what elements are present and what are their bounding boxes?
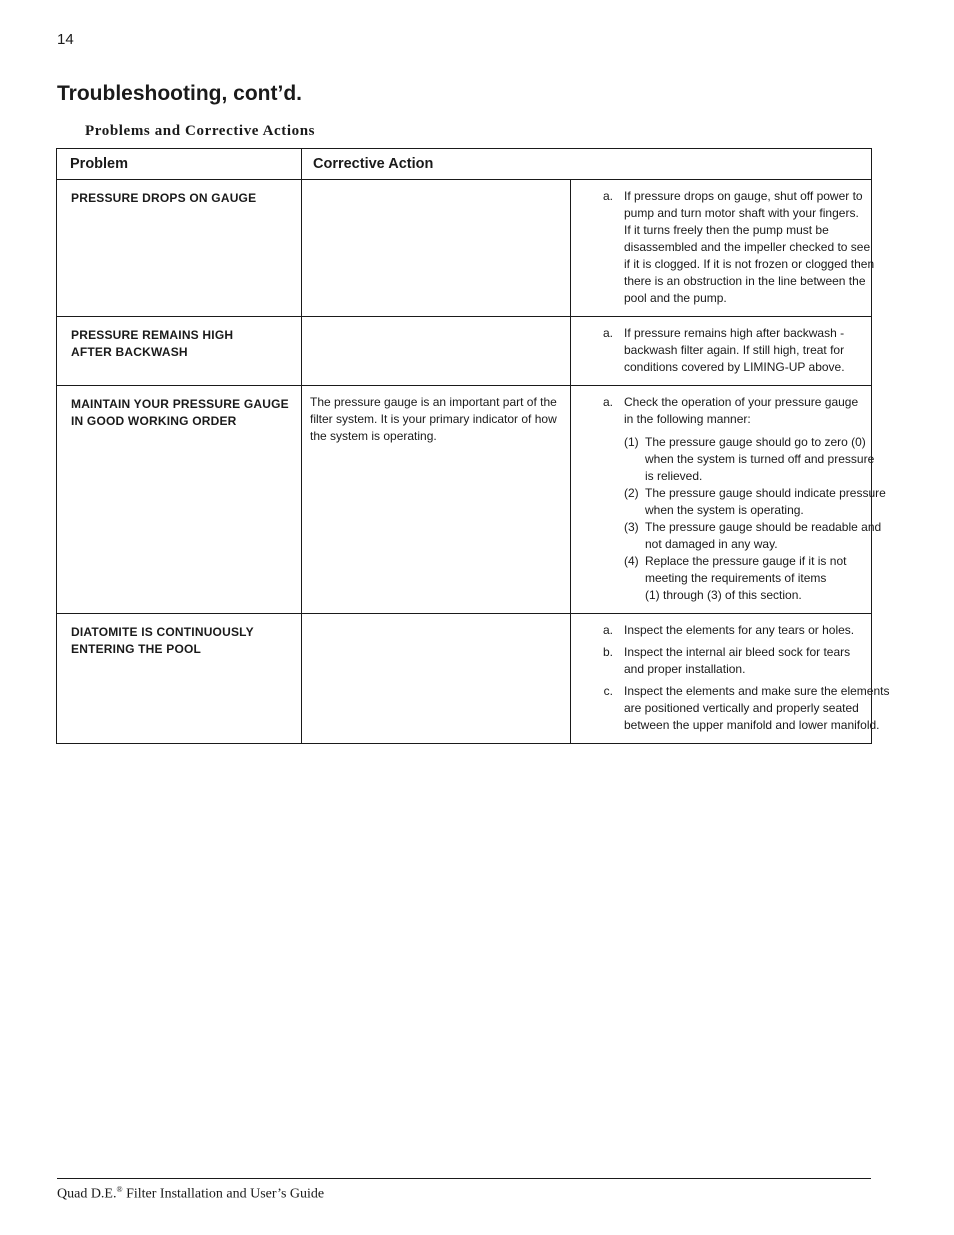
action-marker: c. <box>603 684 613 698</box>
subitem-text-line: Replace the pressure gauge if it is not <box>645 554 847 568</box>
subitem-text-line: is relieved. <box>645 469 703 483</box>
footer-title <box>57 1185 324 1203</box>
footer-text-rest: Filter Installation and User’s Guide <box>122 1186 325 1202</box>
subitem-text-line: meeting the requirements of items <box>645 571 827 585</box>
action-text-line: Inspect the elements and make sure the elements <box>624 684 890 698</box>
description-text: the system is operating. <box>310 429 437 443</box>
problem-text: AFTER BACKWASH <box>71 345 188 359</box>
action-item <box>571 683 890 734</box>
subitem-text <box>645 519 886 553</box>
action-text-line: are positioned vertically and properly seated <box>624 701 859 715</box>
section-subtitle: Problems and Corrective Actions <box>85 123 316 139</box>
action-marker: a. <box>602 395 613 409</box>
action-subitem <box>624 434 886 485</box>
action-text-line: pump and turn motor shaft with your fingers. <box>624 206 859 220</box>
table-row <box>57 180 872 317</box>
action-text-line: If pressure drops on gauge, shut off power to <box>624 189 863 203</box>
action-subitem <box>624 553 886 604</box>
action-text <box>624 394 886 604</box>
subitem-text <box>645 485 886 519</box>
problem-text: ENTERING THE POOL <box>71 642 202 656</box>
action-marker: a. <box>602 189 613 203</box>
problem-cell <box>57 317 302 386</box>
footer-text-main: Quad D.E. <box>57 1186 117 1202</box>
action-subitem <box>624 485 886 519</box>
problem-text: DIATOMITE IS CONTINUOUSLY <box>71 625 254 639</box>
action-text-line: pool and the pump. <box>624 291 727 305</box>
table-row <box>57 614 872 744</box>
corrective-action-column-header: Corrective Action <box>302 149 872 180</box>
action-item <box>571 325 865 376</box>
problem-cell <box>57 386 302 614</box>
subitem-text-line: when the system is turned off and pressure <box>645 452 875 466</box>
subitem-text <box>645 553 886 604</box>
problem-text: MAINTAIN YOUR PRESSURE GAUGE <box>71 397 289 411</box>
action-text-line: Check the operation of your pressure gauge <box>624 395 859 409</box>
registered-trademark: ® <box>116 1185 123 1194</box>
action-item <box>571 394 886 604</box>
problem-text: PRESSURE DROPS ON GAUGE <box>71 191 257 205</box>
action-item <box>571 644 865 678</box>
action-text <box>624 622 865 639</box>
subitem-text-line: The pressure gauge should be readable and <box>645 520 882 534</box>
description-cell <box>302 317 571 386</box>
page-number: 14 <box>57 31 74 48</box>
corrective-actions-cell <box>571 317 872 386</box>
action-text <box>624 644 865 678</box>
corrective-actions-cell <box>571 614 890 744</box>
description-cell <box>302 614 571 744</box>
table-row <box>57 386 872 614</box>
action-marker: b. <box>602 645 613 659</box>
action-text-line: If it turns freely then the pump must be <box>624 223 829 237</box>
subitem-marker: (3) <box>624 520 639 534</box>
action-text <box>624 188 874 307</box>
action-text-line: If pressure remains high after backwash - <box>624 326 845 340</box>
subitem-text-line: when the system is operating. <box>645 503 804 517</box>
description-cell <box>302 180 571 317</box>
problem-cell <box>57 614 302 744</box>
subitem-marker: (2) <box>624 486 639 500</box>
description-cell <box>302 386 571 614</box>
problem-cell <box>57 180 302 317</box>
action-marker: a. <box>602 326 613 340</box>
action-text-line: and proper installation. <box>624 662 746 676</box>
action-text <box>624 325 865 376</box>
table-row <box>57 317 872 386</box>
table-body <box>57 180 890 744</box>
corrective-actions-cell <box>571 386 886 614</box>
subitem-text-line: The pressure gauge should go to zero (0) <box>645 435 866 449</box>
action-text-line: between the upper manifold and lower manifold. <box>624 718 880 732</box>
problem-text: PRESSURE REMAINS HIGH <box>71 328 234 342</box>
action-subitem <box>624 519 886 553</box>
subitem-marker: (1) <box>624 435 639 449</box>
action-text-line: there is an obstruction in the line between the <box>624 274 866 288</box>
problem-column-header: Problem <box>57 149 302 180</box>
action-item <box>571 622 865 639</box>
action-text-line: if it is clogged. If it is not frozen or clogged then <box>624 257 875 271</box>
action-marker: a. <box>602 623 613 637</box>
page-title: Troubleshooting, cont’d. <box>57 82 302 105</box>
action-item <box>571 188 875 307</box>
subitem-marker: (4) <box>624 554 639 568</box>
subitem-text-line: The pressure gauge should indicate pressure <box>645 486 886 500</box>
troubleshooting-table <box>56 148 890 744</box>
action-text-line: Inspect the elements for any tears or holes. <box>624 623 855 637</box>
action-text-line: in the following manner: <box>624 412 751 426</box>
problem-text: IN GOOD WORKING ORDER <box>71 414 237 428</box>
subitem-text <box>645 434 886 485</box>
table-header-row <box>57 149 872 180</box>
action-subitems <box>624 434 886 604</box>
description-text: filter system. It is your primary indicator of how <box>310 412 557 426</box>
footer-divider <box>57 1178 871 1179</box>
subitem-text-line: (1) through (3) of this section. <box>645 588 802 602</box>
action-text-line: disassembled and the impeller checked to see <box>624 240 871 254</box>
subitem-text-line: not damaged in any way. <box>645 537 778 551</box>
description-text: The pressure gauge is an important part of the <box>310 395 557 409</box>
action-text-line: Inspect the internal air bleed sock for tears <box>624 645 851 659</box>
corrective-actions-cell <box>571 180 875 317</box>
action-text-line: backwash filter again. If still high, treat for <box>624 343 845 357</box>
action-text-line: conditions covered by LIMING-UP above. <box>624 360 845 374</box>
action-text <box>624 683 889 734</box>
